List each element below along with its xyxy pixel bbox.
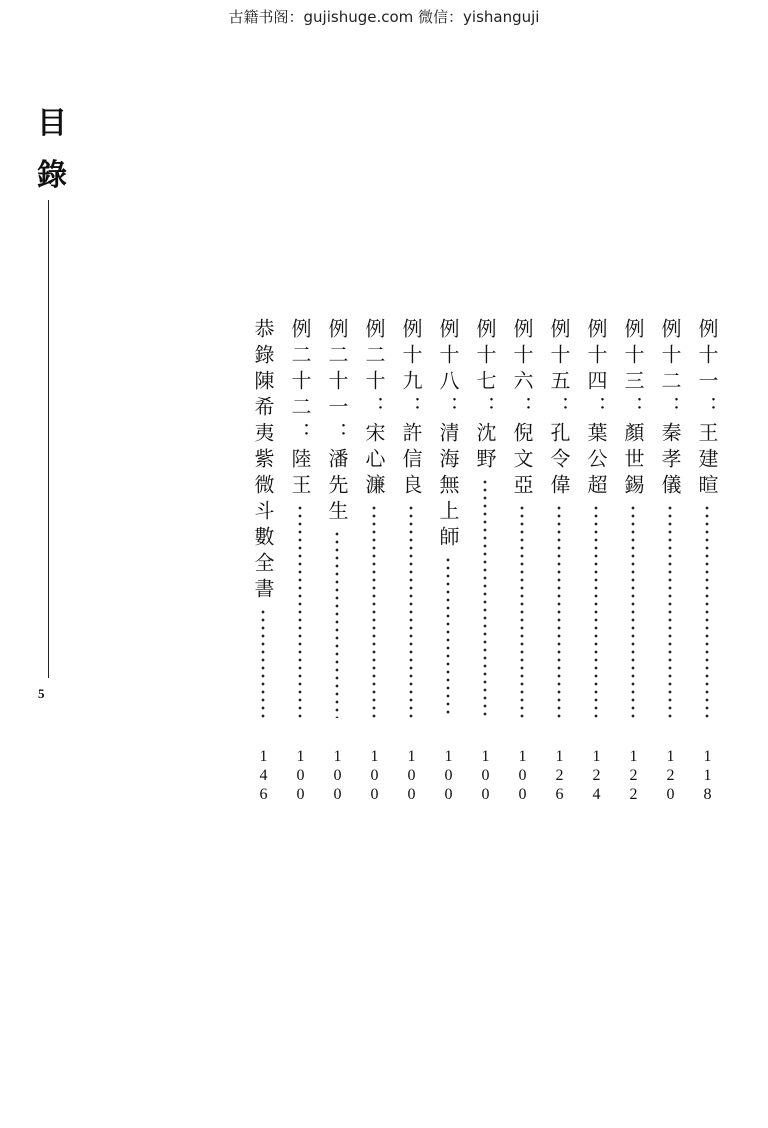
toc-leader-dots: [482, 478, 488, 718]
toc-entry[interactable]: [285, 318, 315, 818]
toc-entry[interactable]: [507, 318, 537, 818]
toc-entry-page: 100: [329, 748, 346, 805]
toc-entry[interactable]: [248, 318, 278, 818]
toc-entry-page: 100: [403, 748, 420, 805]
toc-entry-title: 例十四：葉公超: [584, 318, 608, 500]
toc-entry-title: 例十六：倪文亞: [510, 318, 534, 500]
toc-entry-title: 例二十一：潘先生: [325, 318, 349, 526]
toc-leader-dots: [630, 504, 636, 718]
toc-entry-title: 例十二：秦孝儀: [658, 318, 682, 500]
toc-entry-title: 例十五：孔令偉: [547, 318, 571, 500]
toc-leader-dots: [371, 504, 377, 718]
toc-entry-page: 120: [662, 748, 679, 805]
toc-leader-dots: [260, 608, 266, 718]
toc-leader-dots: [408, 504, 414, 718]
toc-leader-dots: [704, 504, 710, 718]
toc-leader-dots: [297, 504, 303, 718]
toc-entry-page: 118: [699, 748, 716, 805]
toc-entry-page: 100: [440, 748, 457, 805]
toc-leader-dots: [519, 504, 525, 718]
toc-entry[interactable]: [581, 318, 611, 818]
toc-entry[interactable]: [396, 318, 426, 818]
toc-entry[interactable]: [655, 318, 685, 818]
toc-entry[interactable]: [470, 318, 500, 818]
toc-entry-title: 例十七：沈野: [473, 318, 497, 474]
toc-entry[interactable]: [692, 318, 722, 818]
toc-entry[interactable]: [322, 318, 352, 818]
toc-entry-title: 例十一：王建暄: [695, 318, 719, 500]
toc-heading-char-1: 目: [37, 106, 67, 141]
toc-entry-title: 恭錄陳希夷紫微斗數全書: [251, 318, 275, 604]
toc-entry-page: 100: [514, 748, 531, 805]
toc-entry-title: 例十八：清海無上師: [436, 318, 460, 552]
toc-entry-page: 100: [292, 748, 309, 805]
toc-entry-page: 100: [477, 748, 494, 805]
toc-entry[interactable]: [618, 318, 648, 818]
toc-entry-title: 例二十二：陸王: [288, 318, 312, 500]
toc-leader-dots: [667, 504, 673, 718]
toc-entry-title: 例十三：顏世錫: [621, 318, 645, 500]
toc-entry-page: 122: [625, 748, 642, 805]
page-number: 5: [38, 686, 45, 701]
toc-leader-dots: [445, 556, 451, 718]
toc-entry[interactable]: [544, 318, 574, 818]
toc-entry[interactable]: [433, 318, 463, 818]
toc-entry-page: 126: [551, 748, 568, 805]
toc-leader-dots: [593, 504, 599, 718]
toc-entry-title: 例二十：宋心濂: [362, 318, 386, 500]
toc-leader-dots: [556, 504, 562, 718]
toc-entry-page: 100: [366, 748, 383, 805]
toc-entry-page: 146: [255, 748, 272, 805]
toc-entry[interactable]: [359, 318, 389, 818]
toc-leader-dots: [334, 530, 340, 718]
watermark-text: 古籍书阁：gujishuge.com 微信：yishanguji: [228, 8, 540, 26]
toc-heading-char-2: 錄: [37, 158, 67, 193]
toc-entry-page: 124: [588, 748, 605, 805]
toc-entry-title: 例十九：許信良: [399, 318, 423, 500]
